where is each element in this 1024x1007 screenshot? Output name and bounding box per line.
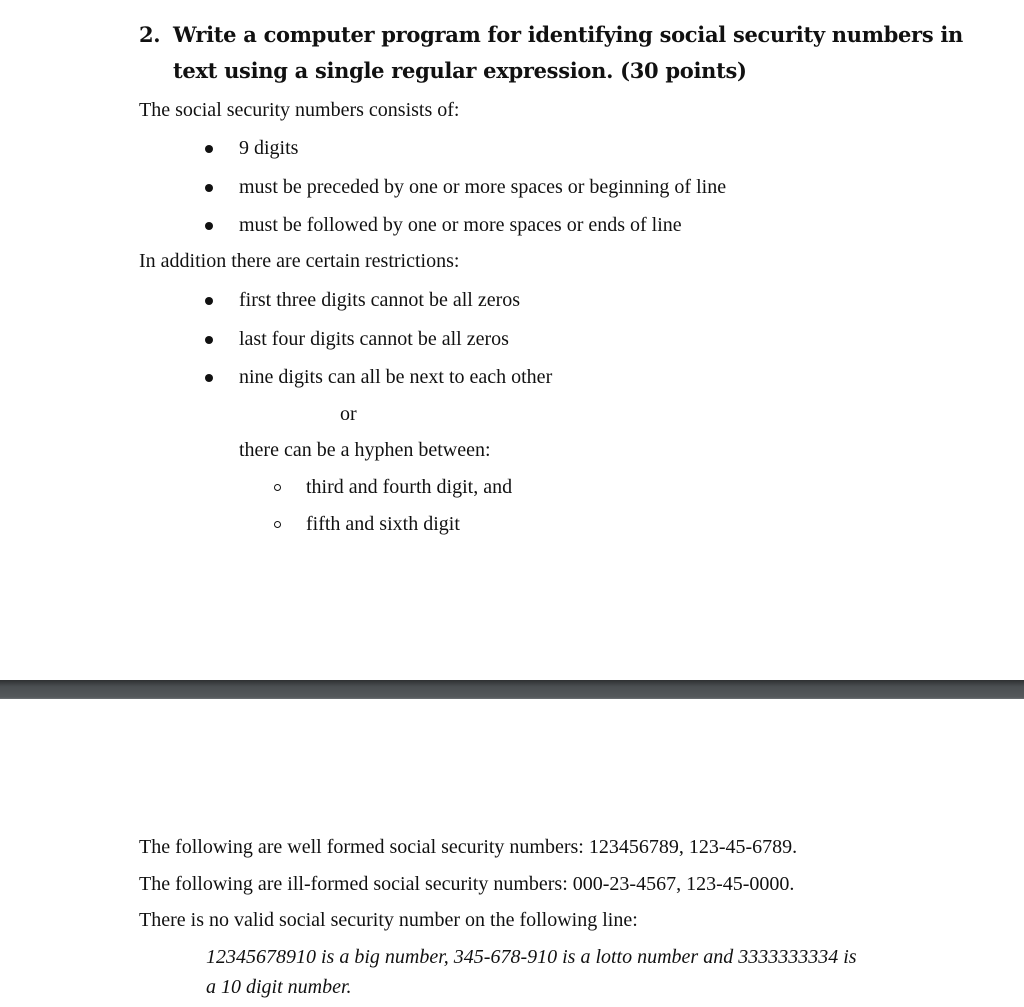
- restrictions-intro: In addition there are certain restrictions:: [139, 250, 460, 272]
- hyphen-intro: there can be a hyphen between:: [239, 439, 491, 461]
- example-line-2: a 10 digit number.: [206, 976, 352, 998]
- bullet-icon: [205, 336, 213, 344]
- hyphen-position-item: fifth and sixth digit: [306, 513, 460, 535]
- intro-text: The social security numbers consists of:: [139, 99, 460, 121]
- or-text: or: [340, 403, 357, 425]
- bullet-icon: [205, 374, 213, 382]
- restriction-item: first three digits cannot be all zeros: [239, 289, 521, 311]
- question-title-line2: text using a single regular expression. (30 points): [173, 58, 747, 83]
- restriction-item: last four digits cannot be all zeros: [239, 328, 509, 350]
- bullet-icon: [205, 145, 213, 153]
- ill-formed-text: The following are ill-formed social security numbers: 000-23-4567, 123-45-0000.: [139, 873, 795, 895]
- circle-bullet-icon: [274, 484, 281, 491]
- bullet-icon: [205, 222, 213, 230]
- question-title-line1: Write a computer program for identifying social security numbers in: [173, 22, 964, 47]
- question-number: 2.: [139, 22, 161, 47]
- page-break-divider: [0, 680, 1024, 699]
- well-formed-text: The following are well formed social security numbers: 123456789, 123-45-6789.: [139, 836, 798, 858]
- example-line-1: 12345678910 is a big number, 345-678-910 is a lotto number and 3333333334 is: [206, 946, 857, 968]
- requirement-item: 9 digits: [239, 137, 299, 159]
- requirement-item: must be preceded by one or more spaces or beginning of line: [239, 176, 727, 198]
- requirement-item: must be followed by one or more spaces or ends of line: [239, 214, 682, 236]
- hyphen-position-item: third and fourth digit, and: [306, 476, 513, 498]
- restriction-item: nine digits can all be next to each other: [239, 366, 553, 388]
- circle-bullet-icon: [274, 521, 281, 528]
- bullet-icon: [205, 184, 213, 192]
- no-valid-text: There is no valid social security number on the following line:: [139, 909, 638, 931]
- bullet-icon: [205, 297, 213, 305]
